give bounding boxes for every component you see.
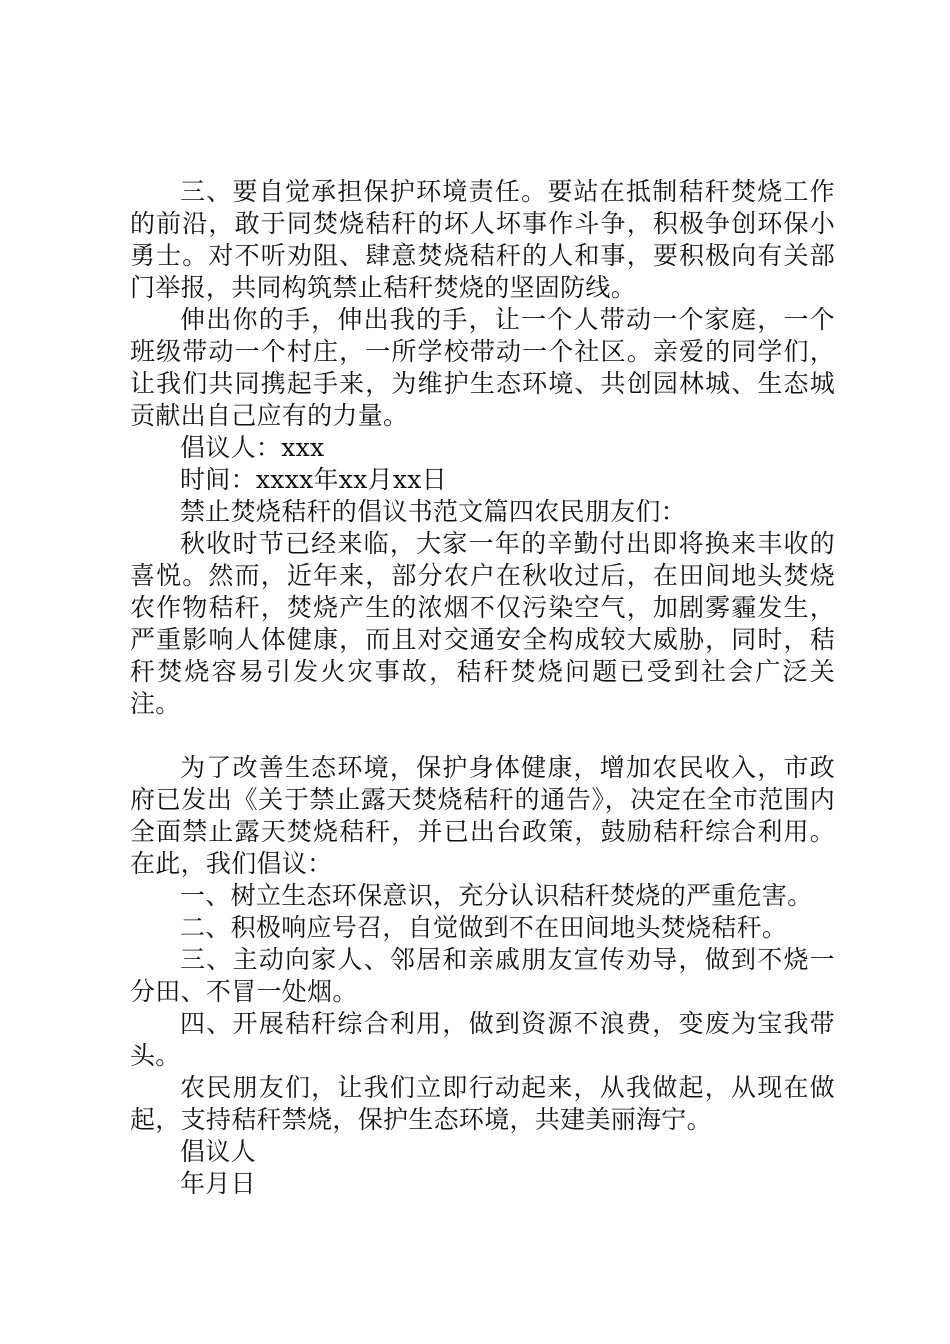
paragraph-closing: 农民朋友们，让我们立即行动起来，从我做起，从现在做起，支持秸秆禁烧，保护生态环境，共建美丽海宁。 — [130, 1073, 835, 1134]
paragraph-harvest: 秋收时节已经来临，大家一年的辛勤付出即将换来丰收的喜悦。然而，近年来，部分农户在秋收过后，在田间地头焚烧农作物秸秆，焚烧产生的浓烟不仅污染空气，加剧雾霾发生，严重影响人体健康，而且对交通安全构成较大威胁，同时，秸秆焚烧容易引发火灾事故，秸秆焚烧问题已受到社会广泛关注。 — [130, 529, 835, 718]
proposal-item-4: 四、开展秸秆综合利用，做到资源不浪费，变废为宝我带头。 — [130, 1009, 835, 1070]
paragraph-responsibility: 三、要自觉承担保护环境责任。要站在抵制秸秆焚烧工作的前沿，敢于同焚烧秸秆的坏人坏事作斗争，积极争创环保小勇士。对不听劝阻、肆意焚烧秸秆的人和事，要积极向有关部门举报，共同构筑禁止秸秆焚烧的坚固防线。 — [130, 177, 835, 302]
paragraph-call-to-action: 伸出你的手，伸出我的手，让一个人带动一个家庭，一个班级带动一个村庄，一所学校带动一个社区。亲爱的同学们，让我们共同携起手来，为维护生态环境、共创园林城、生态城贡献出自己应有的力量。 — [130, 305, 835, 430]
signature-date: 年月日 — [180, 1169, 256, 1198]
proposal-item-2: 二、积极响应号召，自觉做到不在田间地头焚烧秸秆。 — [180, 913, 788, 942]
document-body — [130, 176, 835, 1200]
proposal-item-3: 三、主动向家人、邻居和亲戚朋友宣传劝导，做到不烧一分田、不冒一处烟。 — [130, 945, 835, 1006]
proposer-line: 倡议人：xxx — [180, 433, 325, 462]
blank-line — [130, 720, 835, 752]
proposal-item-1: 一、树立生态环保意识，充分认识秸秆焚烧的严重危害。 — [180, 881, 813, 910]
signature-proposer: 倡议人 — [180, 1137, 256, 1166]
section-heading: 禁止焚烧秸秆的倡议书范文篇四农民朋友们： — [180, 497, 687, 526]
paragraph-government-notice: 为了改善生态环境，保护身体健康，增加农民收入，市政府已发出《关于禁止露天焚烧秸秆的通告》，决定在全市范围内全面禁止露天焚烧秸秆，并已出台政策，鼓励秸秆综合利用。在此，我们倡议： — [130, 753, 835, 878]
date-line: 时间：xxxx年xx月xx日 — [180, 465, 447, 494]
